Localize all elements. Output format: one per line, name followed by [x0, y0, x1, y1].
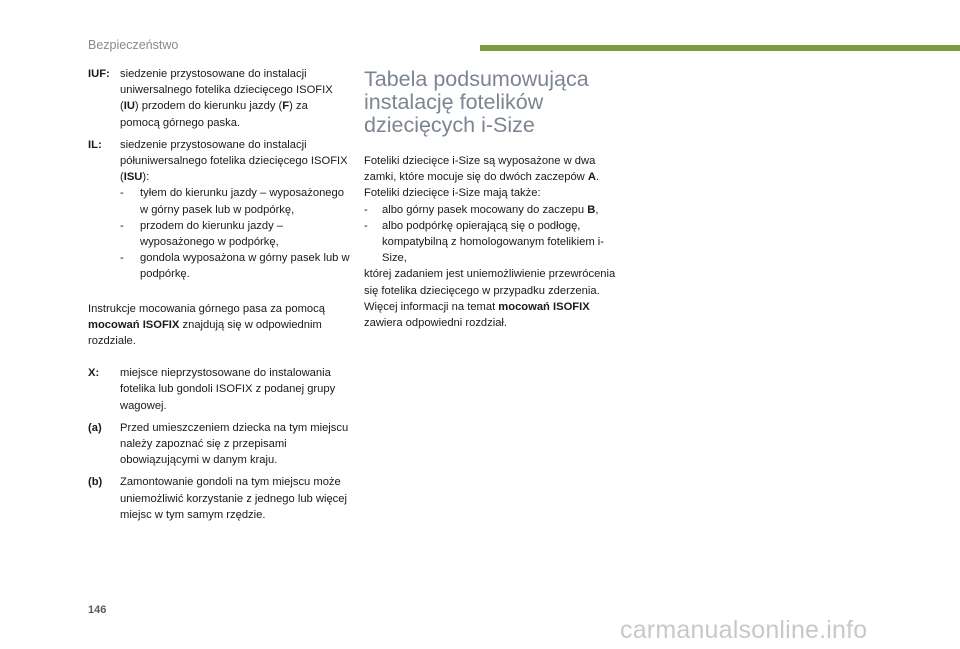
desc-iuf: siedzenie przystosowane do instalacji uniwersalnego fotelika dziecięcego ISOFIX (IU) przodem do kierunku jazdy (F) za pomocą górnego paska. [120, 68, 333, 129]
header-accent-bar [480, 45, 960, 51]
page-number: 146 [88, 604, 107, 616]
note-b [88, 474, 350, 523]
list-item: - gondola wyposażona w górny pasek lub w podpórkę. [120, 252, 350, 281]
desc-il: siedzenie przystosowane do instalacji półuniwersalnego fotelika dziecięcego ISOFIX (ISU): - tyłem do kierunku jazdy – wyposażonego w górny pasek lub w podpórkę, - przodem do kierunku jazdy – wyposażonego w podpórkę, - gondola wyposażona w górny pasek lub w podpórkę. [120, 137, 350, 283]
list-item: - albo podpórkę opierającą się o podłogę, kompatybilną z homologowanym fotelikiem i-Size, [364, 219, 604, 265]
right-column [364, 66, 626, 331]
definition-iuf [88, 66, 350, 131]
term-a: (a) [88, 421, 102, 434]
paragraph-intro: Foteliki dziecięce i-Size są wyposażone w dwa zamki, które mocuje się do dwóch zaczepów A. [364, 155, 600, 184]
term-il: IL: [88, 138, 102, 151]
paragraph-more-info: Więcej informacji na temat mocowań ISOFIX zawiera odpowiedni rozdział. [364, 300, 590, 330]
term-iuf: IUF: [88, 68, 110, 80]
list-item: - przodem do kierunku jazdy – wyposażonego w podpórkę, [120, 219, 284, 249]
section-heading: Tabela podsumowująca instalację fotelików dziecięcych i-Size [364, 67, 589, 137]
definition-il [88, 137, 350, 283]
left-column [88, 66, 350, 529]
list-item: - tyłem do kierunku jazdy – wyposażonego w górny pasek lub w podpórkę, [120, 187, 344, 216]
term-x: X: [88, 367, 100, 380]
instruction-paragraph: Instrukcje mocowania górnego pasa za pomocą mocowań ISOFIX znajdują się w odpowiednim rozdziale. [88, 302, 325, 348]
term-b: (b) [88, 476, 103, 489]
note-a [88, 420, 350, 469]
section-title: Bezpieczeństwo [88, 38, 179, 52]
desc-b: Zamontowanie gondoli na tym miejscu może uniemożliwić korzystanie z jednego lub więcej miejsc w tym samym rzędzie. [120, 476, 347, 521]
list-item: - albo górny pasek mocowany do zaczepu B, [364, 203, 599, 216]
paragraph-also: Foteliki dziecięce i-Size mają także: [364, 187, 541, 200]
desc-x: miejsce nieprzystosowane do instalowania fotelika lub gondoli ISOFIX z podanej grupy wagowej. [120, 367, 336, 412]
watermark: carmanualsonline.info [620, 616, 868, 644]
paragraph-purpose: której zadaniem jest uniemożliwienie przewrócenia się fotelika dziecięcego w przypadku zderzenia. [364, 268, 616, 297]
desc-a: Przed umieszczeniem dziecka na tym miejscu należy zapoznać się z przepisami obowiązującymi w danym kraju. [120, 421, 349, 467]
definition-x [88, 365, 350, 414]
